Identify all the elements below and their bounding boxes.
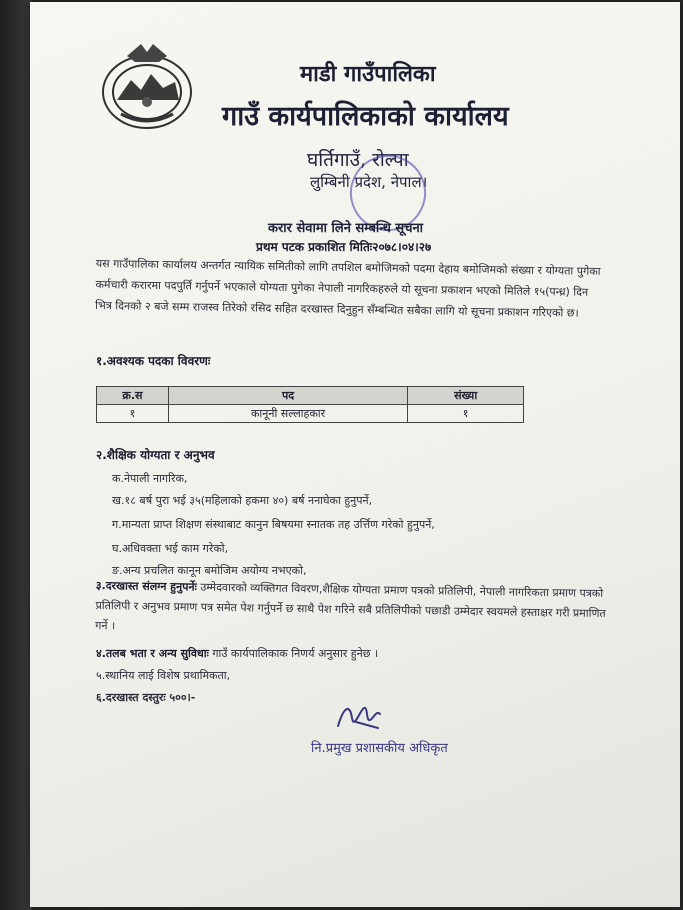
section-3-body: उम्मेदवारको व्यक्तिगत विवरण,शैक्षिक योग्यता प्रमाण पत्रको प्रतिलिपी, नेपाली नागरिकता प्रमाण पत्रको प्रतिलिपी र अनुभव प्रमाण पत्र समेत पेश गर्नुपर्ने छ साथै पेश गरिने सबै प्रतिलिपीको पछाडी उम्मेदार स्वयमले हस्ताक्षर गरी प्रमाणित गर्ने ।: [95, 580, 606, 633]
col-header-post: पद: [168, 387, 407, 405]
posts-table: [96, 386, 524, 423]
publication-date: प्रथम पटक प्रकाशित मितिः२०७८।०४।२७: [256, 240, 432, 254]
section-6: ६.दरखास्त दस्तुरः ५००।-: [96, 691, 196, 704]
signature: [334, 700, 384, 734]
qualification-item: ग.मान्यता प्राप्त शिक्षण संस्थाबाट कानुन बिषयमा स्नातक तह उर्त्तिण गरेको हुनुपर्ने,: [112, 518, 435, 531]
section-2-heading: २.शैक्षिक योग्यता र अनुभव: [96, 448, 215, 462]
section-3: [95, 576, 616, 644]
municipality-emblem-icon: [97, 40, 197, 132]
col-header-serial: क्र.स: [97, 387, 169, 405]
cell-post: कानूनी सल्लाहकार: [168, 405, 407, 423]
section-4-heading: ४.तलब भता र अन्य सुविधाः: [96, 647, 209, 660]
table-row: [97, 405, 524, 423]
cell-serial: १: [97, 405, 169, 423]
address-line-1: घर्तिगाउँ, रोल्पा: [307, 149, 409, 171]
section-4: [96, 646, 378, 661]
cell-count: १: [408, 405, 524, 423]
table-header-row: [97, 387, 524, 405]
qualification-item: क.नेपाली नागरिक,: [112, 472, 188, 485]
qualification-item: ख.१८ बर्ष पुरा भई ३५(महिलाको हकमा ४०) बर्ष ननाघेका हुनुपर्ने,: [112, 494, 373, 507]
address-line-2: लुम्बिनी प्रदेश, नेपाल।: [310, 173, 428, 191]
qualification-item: ङ.अन्य प्रचलित कानून बमोजिम अयोग्य नभएको,: [112, 564, 307, 577]
qualification-item: घ.अधिवक्ता भई काम गरेको,: [112, 542, 229, 555]
section-3-heading: ३.दरखास्त संलग्न हुनुपर्नेः: [95, 578, 197, 594]
signer-title: नि.प्रमुख प्रशासकीय अधिकृत: [311, 741, 448, 756]
background-edge: [0, 0, 32, 910]
section-1-heading: १.अवश्यक पदका विवरणः: [96, 354, 211, 368]
office-name: गाउँ कार्यपालिकाको कार्यालय: [222, 101, 509, 132]
col-header-count: संख्या: [408, 387, 524, 405]
notice-body: यस गाउँपालिका कार्यालय अन्तर्गत न्यायिक समितीको लागि तपशिल बमोजिमको पदमा देहाय बमोजिमको संख्या र योग्यता पुगेका कर्मचारी करारमा पदपुर्ति गर्नुपर्ने भएकाले योग्यता पुगेका नेपाली नागरिकहरुले यो सूचना प्रकाशन भएको मितिले १५(पन्ध्र) दिन भित्र दिनको २ बजे सम्म राजस्व तिरेको रसिद सहित दरखास्त दिनुहुन सँम्बन्धित सबैका लागि यो सूचना प्रकाशन गरिएको छ।: [95, 256, 601, 320]
municipality-name: माडी गाउँपालिका: [300, 62, 436, 87]
section-5: ५.स्थानिय लाई विशेष प्रथामिकता,: [96, 669, 231, 682]
notice-title: करार सेवामा लिने सम्बन्धि सूचना: [268, 221, 424, 236]
section-4-body: गाउँ कार्यपालिकाक निणर्य अनुसार हुनेछ ।: [212, 647, 379, 660]
